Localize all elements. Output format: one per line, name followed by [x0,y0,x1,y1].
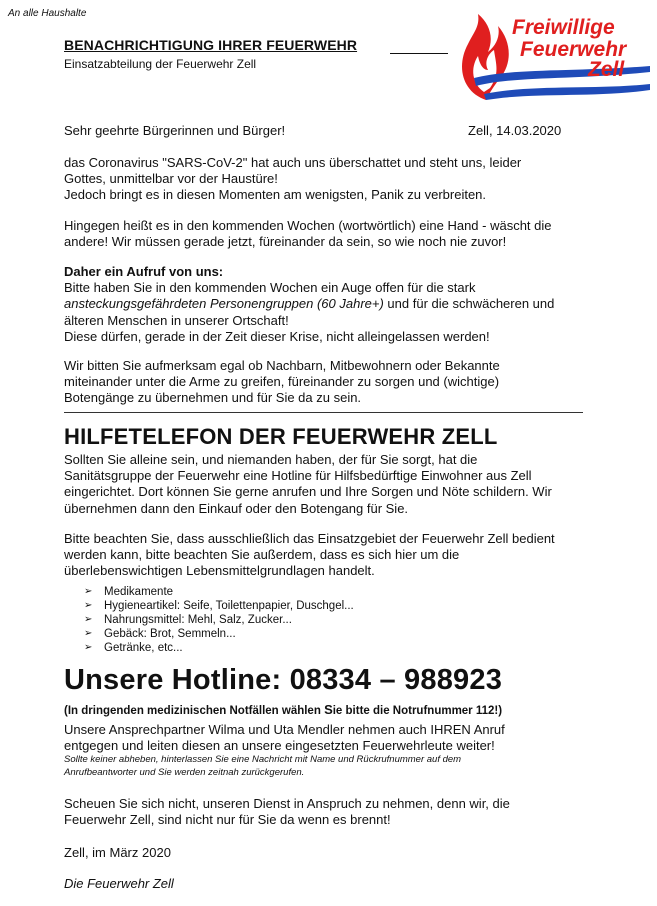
logo-line-2: Feuerwehr [520,38,627,61]
text-line: Jedoch bringt es in diesen Momenten am wenigsten, Panik zu verbreiten. [64,187,487,203]
list-item-label: Nahrungsmittel: Mehl, Salz, Zucker... [104,614,292,627]
text-line: Bitte haben Sie in den kommenden Wochen ein Auge offen für die stark [64,280,476,296]
text-line: Sanitätsgruppe der Feuerwehr eine Hotline für Hilfsbedürftige Einwohner aus Zell [64,468,532,484]
signature: Die Feuerwehr Zell [64,876,174,891]
text-line: Sollten Sie alleine sein, und niemanden haben, der für Sie sorgt, hat die [64,452,478,467]
answering-machine-note: Sollte keiner abheben, hinterlassen Sie eine Nachricht mit Name und Rückrufnummer auf dem [64,754,462,766]
paragraph-appeal [64,264,594,345]
helpline-heading: HILFETELEFON DER FEUERWEHR ZELL [64,424,498,449]
greeting: Sehr geehrte Bürgerinnen und Bürger! [64,123,286,138]
appeal-heading: Daher ein Aufruf von uns: [64,264,224,279]
text-line: Wir bitten Sie aufmerksam egal ob Nachbarn, Mitbewohnern oder Bekannte [64,358,500,373]
text-fragment: (In dringenden medizinischen Notfällen wählen [64,705,325,717]
text-line: miteinander unter die Arme zu greifen, füreinander zu sorgen und (wichtige) [64,374,500,390]
list-item-label: Getränke, etc... [104,642,183,655]
emergency-note [64,702,502,717]
arrow-bullet-icon: ➢ [84,586,93,597]
arrow-bullet-icon: ➢ [84,614,93,626]
list-item [84,627,354,641]
list-item-label: Gebäck: Brot, Semmeln... [104,628,236,641]
risk-group-text: ansteckungsgefährdeten Personengruppen (60 Jahre+) [64,296,384,312]
arrow-bullet-icon: ➢ [84,628,93,640]
text-line: eingerichtet. Dort können Sie gerne anrufen und Ihre Sorgen und Nöte schildern. Wir [64,484,552,500]
list-item-label: Hygieneartikel: Seife, Toilettenpapier, Duschgel... [104,600,354,613]
text-line: Unsere Ansprechpartner Wilma und Uta Mendler nehmen auch IHREN Anruf [64,722,505,737]
list-item-label: Medikamente [104,586,174,598]
title-underline-extension [390,53,448,54]
supplies-list [84,585,354,655]
paragraph-intro [64,155,594,204]
text-line: werden kann, bitte beachten Sie außerdem, dass es sich hier um die [64,547,460,563]
paragraph-hands [64,218,594,250]
answering-machine-note: Anrufbeantworter und Sie werden zeitnah zurückgerufen. [64,766,305,778]
text-line: andere! Wir müssen gerade jetzt, füreinander da sein, so wie noch nie zuvor! [64,234,507,250]
paragraph-area-note [64,531,594,580]
text-fragment: und für die schwächeren und [383,296,555,312]
text-line: Feuerwehr Zell, sind nicht nur für Sie da wenn es brennt! [64,812,391,828]
text-line [64,296,594,312]
recipient-note: An alle Haushalte [8,8,87,19]
closing-place: Zell, im März 2020 [64,845,171,860]
fire-department-logo [454,8,650,104]
place-date: Zell, 14.03.2020 [468,123,562,138]
text-line: Hingegen heißt es in den kommenden Wochen (wortwörtlich) eine Hand - wäscht die [64,218,552,233]
paragraph-service [64,796,594,828]
text-line: überlebenswichtigen Lebensmittelgrundlagen handelt. [64,563,375,579]
text-line: Bitte beachten Sie, dass ausschließlich das Einsatzgebiet der Feuerwehr Zell bedient [64,531,555,546]
text-line: Scheuen Sie sich nicht, unseren Dienst in Anspruch zu nehmen, denn wir, die [64,796,510,811]
list-item [84,641,354,655]
list-item [84,585,354,599]
text-line: Botengänge zu übernehmen und für Sie da zu sein. [64,390,362,406]
text-line: entgegen und leiten diesen an unsere eingesetzten Feuerwehrleute weiter! [64,738,495,754]
arrow-bullet-icon: ➢ [84,600,93,612]
text-line: Gottes, unmittelbar vor der Haustüre! [64,171,278,187]
page-title: BENACHRICHTIGUNG IHRER FEUERWEHR [64,37,358,53]
logo-line-1: Freiwillige [512,16,615,39]
list-item [84,599,354,613]
list-item [84,613,354,627]
logo-line-3: Zell [588,58,625,81]
page-subtitle: Einsatzabteilung der Feuerwehr Zell [64,57,257,71]
arrow-bullet-icon: ➢ [84,642,93,654]
text-line: Diese dürfen, gerade in der Zeit dieser Krise, nicht alleingelassen werden! [64,328,490,344]
section-divider [64,412,583,413]
paragraph-neighbors [64,358,594,407]
text-line: älteren Menschen in unserer Ortschaft! [64,312,289,328]
text-fragment: ie bitte die Notrufnummer 112!) [332,705,503,717]
text-line: das Coronavirus "SARS-CoV-2" hat auch uns überschattet und steht uns, leider [64,155,522,170]
text-line: übernehmen dann den Einkauf oder den Botengang für Sie. [64,500,409,516]
hotline-number: Unsere Hotline: 08334 – 988923 [64,664,503,696]
paragraph-contacts [64,722,594,779]
text-fragment: S [324,702,333,717]
paragraph-helpline [64,452,594,517]
